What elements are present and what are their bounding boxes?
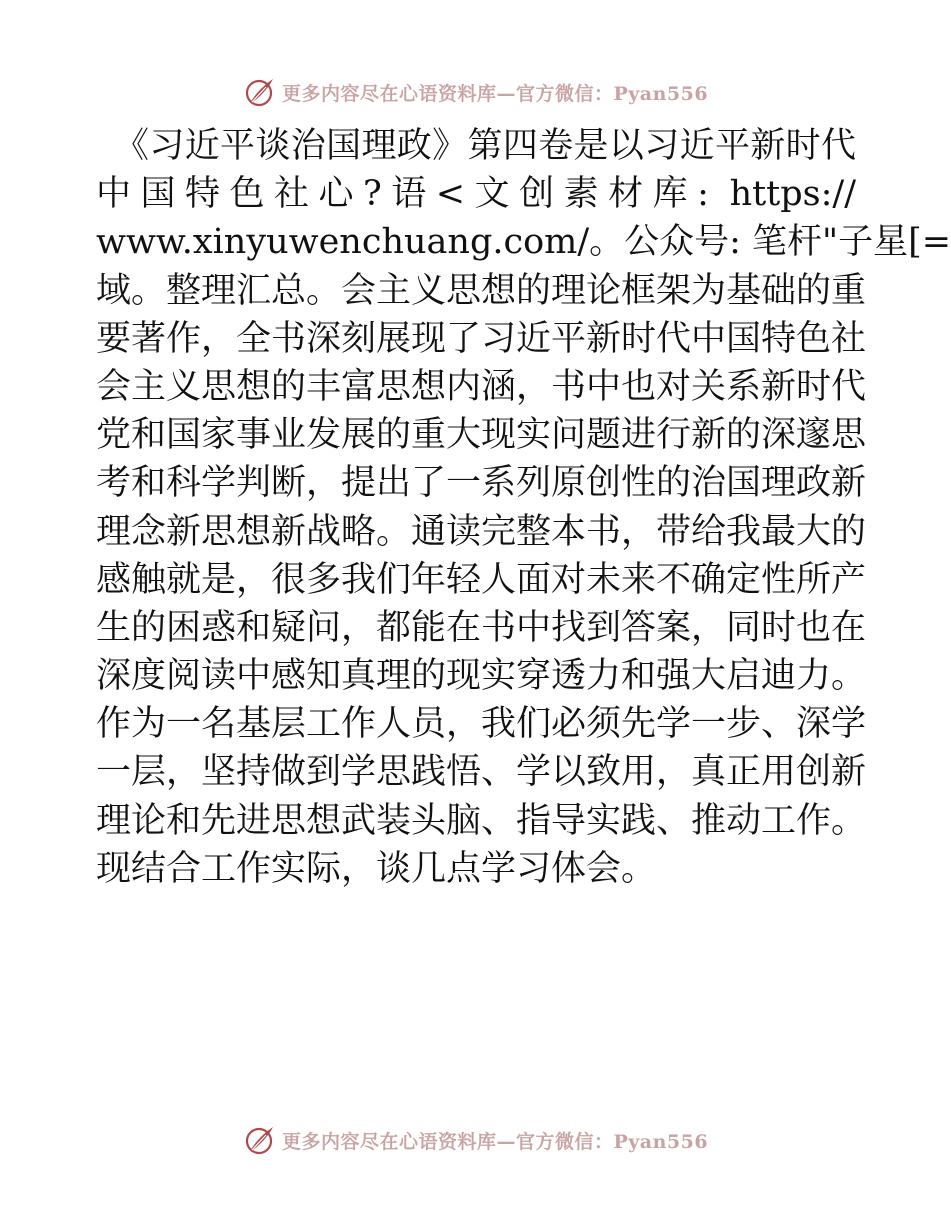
feather-pen-circle-icon <box>242 75 276 109</box>
text-line: 会主义思想的丰富思想内涵，书中也对关系新时代 <box>96 366 867 407</box>
text-line: 生的困惑和疑问，都能在书中找到答案，同时也在 <box>96 607 867 648</box>
feather-pen-circle-icon <box>242 1123 276 1157</box>
text-line: 深度阅读中感知真理的现实穿透力和强大启迪力。 <box>96 656 867 697</box>
text-line: www.xinyuwenchuang.com/。公众号: 笔杆"子星[= <box>96 222 951 263</box>
text-line: 党和国家事业发展的重大现实问题进行新的深邃思 <box>96 415 867 456</box>
text-line: 理论和先进思想武装头脑、指导实践、推动工作。 <box>96 800 867 841</box>
text-line: 感触就是，很多我们年轻人面对未来不确定性所产 <box>96 559 867 600</box>
watermark-text: 更多内容尽在心语资料库—官方微信：Pyan556 <box>281 82 709 105</box>
text-line: 中国特色社心?语<文创素材库: https:// <box>96 174 856 215</box>
watermark-text: 更多内容尽在心语资料库—官方微信：Pyan556 <box>281 1130 709 1153</box>
text-line: 《习近平谈治国理政》第四卷是以习近平新时代 <box>114 126 856 166</box>
document-body <box>96 122 951 893</box>
text-line: 现结合工作实际，谈几点学习体会。 <box>96 848 657 889</box>
text-line: 域。整理汇总。会主义思想的理论框架为基础的重 <box>96 270 867 311</box>
header-watermark <box>0 72 950 112</box>
text-line: 考和科学判断，提出了一系列原创性的治国理政新 <box>96 463 867 504</box>
text-line: 作为一名基层工作人员，我们必须先学一步、深学 <box>96 704 867 745</box>
text-line: 理念新思想新战略。通读完整本书，带给我最大的 <box>96 511 867 552</box>
footer-watermark <box>0 1120 950 1160</box>
text-line: 要著作，全书深刻展现了习近平新时代中国特色社 <box>96 318 867 359</box>
text-line: 一层，坚持做到学思践悟、学以致用，真正用创新 <box>96 752 867 793</box>
